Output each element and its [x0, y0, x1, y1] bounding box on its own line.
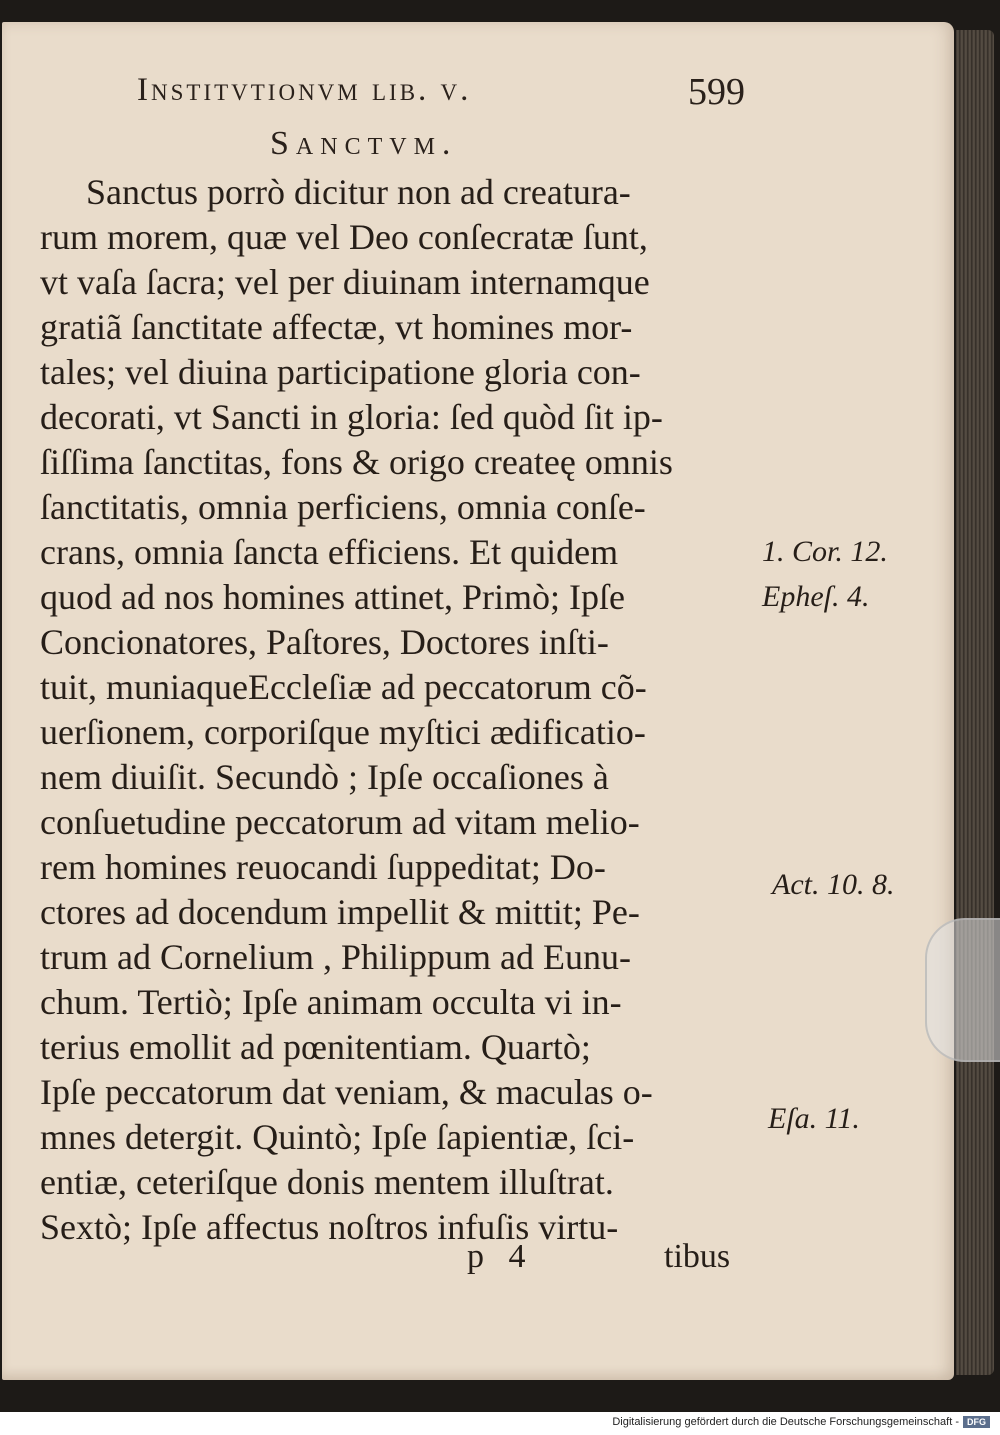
text-line: uerſionem, corporiſque myſtici ædificatio-: [40, 712, 646, 752]
text-line: Ipſe peccatorum dat veniam, & maculas o-: [40, 1072, 653, 1112]
text-line: vt vaſa ſacra; vel per diuinam internamque: [40, 262, 650, 302]
page-clip: [925, 918, 1000, 1062]
text-line: chum. Tertiò; Ipſe animam occulta vi in-: [40, 982, 622, 1022]
signature-mark: p 4: [467, 1238, 534, 1275]
text-line: ctores ad docendum impellit & mittit; Pe-: [40, 892, 640, 932]
text-line: crans, omnia ſancta efficiens. Et quidem: [40, 532, 619, 572]
text-line: ſiſſima ſanctitas, fons & origo createę omnis: [40, 442, 673, 482]
margin-note-esa: Eſa. 11.: [768, 1102, 860, 1135]
text-line: terius emollit ad pœnitentiam. Quartò;: [40, 1027, 591, 1067]
text-line: ſanctitatis, omnia perficiens, omnia conſe-: [40, 487, 646, 527]
text-line: Sextò; Ipſe affectus noſtros infuſis virtu-: [40, 1207, 619, 1247]
body-text: [40, 170, 752, 1250]
text-line: rem homines reuocandi ſuppeditat; Do-: [40, 847, 606, 887]
running-title: Institvtionvm lib. v.: [137, 72, 472, 108]
text-line: tales; vel diuina participatione gloria con-: [40, 352, 641, 392]
page-number: 599: [688, 71, 745, 113]
margin-note-act: Act. 10. 8.: [772, 868, 895, 901]
text-line: rum morem, quæ vel Deo conſecratæ ſunt,: [40, 217, 648, 257]
dfg-logo: DFG: [963, 1416, 990, 1428]
margin-note-cor: 1. Cor. 12.: [762, 535, 888, 568]
text-line: tuit, muniaqueEccleſiæ ad peccatorum cõ-: [40, 667, 647, 707]
text-line: quod ad nos homines attinet, Primò; Ipſe: [40, 577, 625, 617]
credit-text: Digitalisierung gefördert durch die Deutsche Forschungsgemeinschaft -: [612, 1416, 959, 1428]
text-line: Concionatores, Paſtores, Doctores inſti-: [40, 622, 609, 662]
text-line: Sanctus porrò dicitur non ad creatura-: [86, 172, 631, 212]
catchword: tibus: [664, 1238, 731, 1275]
text-line: conſuetudine peccatorum ad vitam melio-: [40, 802, 640, 842]
section-title: Sanctvm.: [270, 125, 458, 162]
text-line: gratiã ſanctitate affectæ, vt homines mor-: [40, 307, 633, 347]
digitization-credit: [612, 1416, 990, 1428]
book-page-edges: [956, 30, 994, 1375]
text-line: decorati, vt Sancti in gloria: ſed quòd ſit ip-: [40, 397, 663, 437]
text-line: nem diuiſit. Secundò ; Ipſe occaſiones à: [40, 757, 609, 797]
text-line: entiæ, ceteriſque donis mentem illuſtrat.: [40, 1162, 614, 1202]
text-line: trum ad Cornelium , Philippum ad Eunu-: [40, 937, 631, 977]
text-line: mnes detergit. Quintò; Ipſe ſapientiæ, ſci-: [40, 1117, 635, 1157]
margin-note-ephes: Epheſ. 4.: [762, 580, 870, 613]
